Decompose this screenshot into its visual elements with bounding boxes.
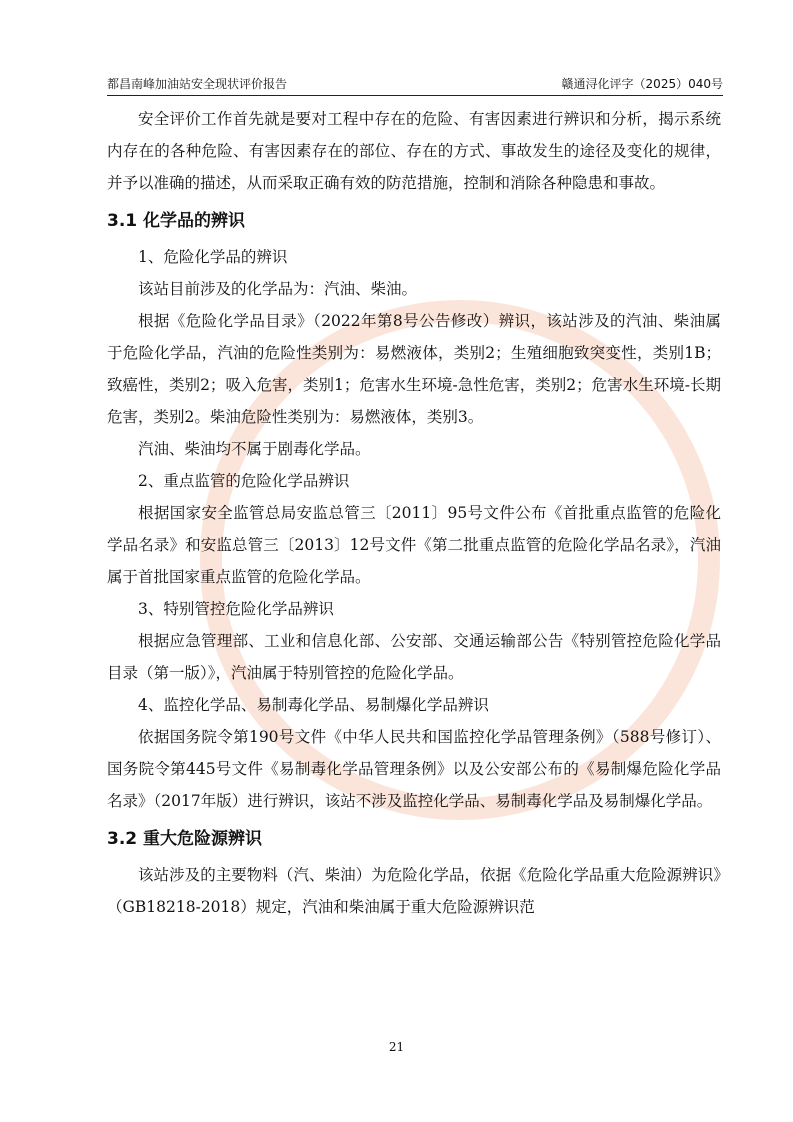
item-1-paragraph-2: 根据《危险化学品目录》（2022年第8号公告修改）辨识，该站涉及的汽油、柴油属于危险化学品，汽油的危险性类别为：易燃液体，类别2；生殖细胞致突变性，类别1B；致癌性，类别2；吸入危害，类别1；危害水生环境-急性危害，类别2；危害水生环境-长期危害，类别2。柴油危险性类别为：易燃液体，类别3。 [107,312,721,426]
item-3-title: 3、特别管控危险化学品辨识 [138,600,334,618]
header-report-number: 赣通浔化评字（2025）040号 [561,77,723,91]
page-number: 21 [388,1040,405,1054]
section-3-1-heading: 3.1 化学品的辨识 [107,211,246,231]
section-3-2-heading: 3.2 重大危险源辨识 [107,829,263,849]
item-1-title: 1、危险化学品的辨识 [138,248,288,266]
item-4-title: 4、监控化学品、易制毒化学品、易制爆化学品辨识 [138,696,489,714]
document-body [107,103,721,923]
item-1-paragraph-1: 该站目前涉及的化学品为：汽油、柴油。 [138,280,418,298]
item-1-paragraph-3: 汽油、柴油均不属于剧毒化学品。 [138,440,371,458]
item-3-paragraph: 根据应急管理部、工业和信息化部、公安部、交通运输部公告《特别管控危险化学品目录（第一版）》，汽油属于特别管控的危险化学品。 [107,632,721,682]
section-3-2-paragraph: 该站涉及的主要物料（汽、柴油）为危险化学品，依据《危险化学品重大危险源辨识》（GB18218-2018）规定，汽油和柴油属于重大危险源辨识范 [107,866,721,916]
item-2-title: 2、重点监管的危险化学品辨识 [138,472,350,490]
header-title: 都昌南峰加油站安全现状评价报告 [107,77,288,91]
item-4-paragraph: 依据国务院令第190号文件《中华人民共和国监控化学品管理条例》（588号修订）、国务院令第445号文件《易制毒化学品管理条例》以及公安部公布的《易制爆危险化学品名录》（2017年版）进行辨识，该站不涉及监控化学品、易制毒化学品及易制爆化学品。 [107,728,721,810]
intro-paragraph: 安全评价工作首先就是要对工程中存在的危险、有害因素进行辨识和分析，揭示系统内存在的各种危险、有害因素存在的部位、存在的方式、事故发生的途径及变化的规律，并予以准确的描述，从而采取正确有效的防范措施，控制和消除各种隐患和事故。 [107,110,721,192]
page-header [107,70,723,96]
item-2-paragraph: 根据国家安全监管总局安监总管三〔2011〕95号文件公布《首批重点监管的危险化学品名录》和安监总管三〔2013〕12号文件《第二批重点监管的危险化学品名录》，汽油属于首批国家重点监管的危险化学品。 [107,504,721,586]
